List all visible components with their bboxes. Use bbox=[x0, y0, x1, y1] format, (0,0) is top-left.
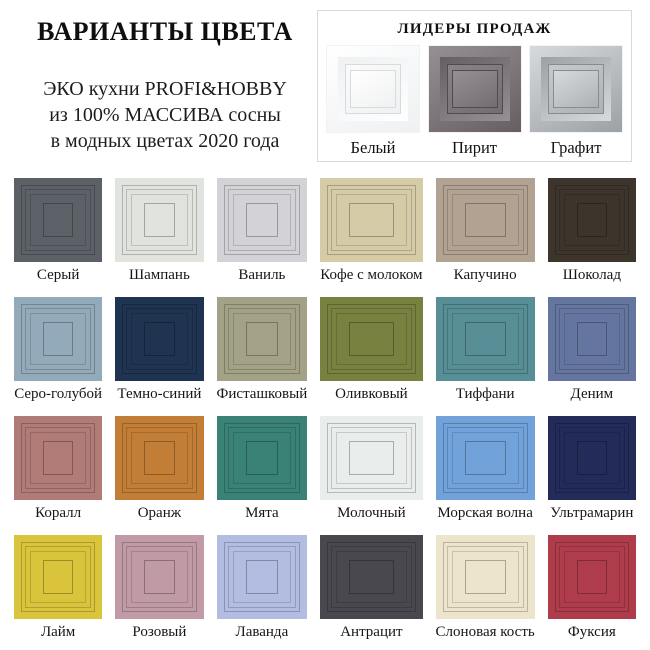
color-swatch bbox=[217, 416, 308, 500]
color-swatch bbox=[14, 535, 102, 619]
swatch-label: Темно-синий bbox=[117, 386, 202, 402]
color-swatch bbox=[217, 297, 308, 381]
swatch-cell-pistachio bbox=[217, 297, 308, 404]
bestseller-item-pyrite bbox=[429, 46, 521, 158]
swatch-cell-fuchsia bbox=[548, 535, 636, 642]
color-swatch bbox=[436, 416, 535, 500]
swatch-cell-ultramarine bbox=[548, 416, 636, 523]
swatch-cell-mint bbox=[217, 416, 308, 523]
swatch-center-panel bbox=[246, 560, 279, 594]
color-swatch bbox=[14, 416, 102, 500]
swatch-label: Слоновая кость bbox=[435, 624, 535, 640]
swatch-center-panel bbox=[349, 322, 393, 356]
swatch-center-panel bbox=[144, 441, 174, 475]
color-swatch bbox=[217, 535, 308, 619]
swatch-cell-dark-blue bbox=[115, 297, 203, 404]
swatch-label: Фисташковый bbox=[216, 386, 308, 402]
swatch-cell-champagne bbox=[115, 178, 203, 285]
swatch-label: Шоколад bbox=[562, 267, 621, 283]
subtitle-line: в модных цветах 2020 года bbox=[50, 130, 280, 152]
subtitle-line: ЭКО кухни PROFI&HOBBY bbox=[43, 78, 287, 100]
swatch-cell-ivory bbox=[436, 535, 535, 642]
swatch-cell-lavender bbox=[217, 535, 308, 642]
swatch-center-panel bbox=[465, 560, 506, 594]
door-swatch-white bbox=[327, 46, 419, 132]
swatch-cell-denim bbox=[548, 297, 636, 404]
color-swatch bbox=[14, 178, 102, 262]
swatch-center-panel bbox=[577, 203, 607, 237]
swatch-center-panel bbox=[349, 203, 393, 237]
swatch-label: Капучино bbox=[453, 267, 517, 283]
door-label: Пирит bbox=[451, 138, 498, 157]
swatch-label: Кофе с молоком bbox=[320, 267, 423, 283]
swatch-cell-sea-wave bbox=[436, 416, 535, 523]
swatch-label: Молочный bbox=[337, 505, 406, 521]
swatch-label: Антрацит bbox=[340, 624, 403, 640]
swatch-cell-lime bbox=[14, 535, 102, 642]
swatch-center-panel bbox=[577, 322, 607, 356]
swatch-center-panel bbox=[246, 441, 279, 475]
swatch-label: Мята bbox=[245, 505, 279, 521]
color-swatch bbox=[548, 416, 636, 500]
swatch-center-panel bbox=[144, 560, 174, 594]
swatch-label: Оранж bbox=[137, 505, 182, 521]
color-swatch bbox=[115, 535, 203, 619]
door-swatch-graphite bbox=[530, 46, 622, 132]
swatch-cell-chocolate bbox=[548, 178, 636, 285]
color-swatch bbox=[436, 178, 535, 262]
color-swatch bbox=[14, 297, 102, 381]
color-swatch bbox=[217, 178, 308, 262]
color-swatch bbox=[548, 297, 636, 381]
bestsellers-box bbox=[317, 10, 632, 162]
door-center-panel bbox=[453, 71, 497, 107]
color-swatch bbox=[115, 178, 203, 262]
swatch-label: Деним bbox=[570, 386, 614, 402]
swatch-center-panel bbox=[349, 441, 393, 475]
swatch-cell-anthracite bbox=[320, 535, 422, 642]
swatch-center-panel bbox=[349, 560, 393, 594]
color-swatch bbox=[548, 535, 636, 619]
color-swatch bbox=[548, 178, 636, 262]
swatch-center-panel bbox=[144, 203, 174, 237]
color-swatch bbox=[320, 416, 422, 500]
swatch-label: Фуксия bbox=[567, 624, 616, 640]
swatch-center-panel bbox=[43, 322, 73, 356]
color-swatch bbox=[320, 535, 422, 619]
color-swatch bbox=[320, 297, 422, 381]
swatch-label: Серо-голубой bbox=[14, 386, 103, 402]
swatch-cell-gray-blue bbox=[14, 297, 102, 404]
swatch-label: Шампань bbox=[128, 267, 190, 283]
color-swatch bbox=[115, 416, 203, 500]
bestsellers-title: ЛИДЕРЫ ПРОДАЖ bbox=[397, 21, 552, 37]
swatch-label: Тиффани bbox=[455, 386, 515, 402]
header bbox=[18, 16, 312, 154]
bestsellers-doors bbox=[318, 46, 631, 158]
swatch-label: Серый bbox=[36, 267, 80, 283]
swatch-center-panel bbox=[246, 203, 279, 237]
swatch-center-panel bbox=[465, 322, 506, 356]
swatch-cell-orange bbox=[115, 416, 203, 523]
swatch-label: Ультрамарин bbox=[550, 505, 634, 521]
swatch-cell-milky bbox=[320, 416, 422, 523]
page-title: ВАРИАНТЫ ЦВЕТА bbox=[37, 17, 293, 46]
swatch-label: Морская волна bbox=[437, 505, 533, 521]
swatch-center-panel bbox=[43, 560, 73, 594]
swatch-cell-pink bbox=[115, 535, 203, 642]
color-swatch bbox=[115, 297, 203, 381]
swatch-center-panel bbox=[43, 203, 73, 237]
swatch-center-panel bbox=[465, 441, 506, 475]
subtitle-line: из 100% МАССИВА сосны bbox=[49, 104, 281, 126]
swatch-cell-tiffany bbox=[436, 297, 535, 404]
palette-grid bbox=[14, 178, 636, 642]
bestseller-item-white bbox=[327, 46, 419, 158]
swatch-cell-cappuccino bbox=[436, 178, 535, 285]
swatch-cell-gray bbox=[14, 178, 102, 285]
swatch-label: Оливковый bbox=[335, 386, 408, 402]
swatch-label: Лайм bbox=[40, 624, 76, 640]
swatch-center-panel bbox=[246, 322, 279, 356]
swatch-label: Розовый bbox=[132, 624, 187, 640]
color-swatch bbox=[320, 178, 422, 262]
swatch-label: Лаванда bbox=[235, 624, 289, 640]
swatch-label: Ваниль bbox=[238, 267, 286, 283]
subtitle bbox=[18, 76, 312, 154]
swatch-center-panel bbox=[577, 560, 607, 594]
swatch-cell-vanilla bbox=[217, 178, 308, 285]
door-label: Белый bbox=[350, 138, 396, 157]
door-label: Графит bbox=[550, 138, 602, 157]
swatch-center-panel bbox=[577, 441, 607, 475]
door-swatch-pyrite bbox=[429, 46, 521, 132]
bestseller-item-graphite bbox=[530, 46, 622, 158]
swatch-label: Коралл bbox=[35, 505, 82, 521]
door-center-panel bbox=[351, 71, 395, 107]
swatch-center-panel bbox=[465, 203, 506, 237]
swatch-center-panel bbox=[144, 322, 174, 356]
door-center-panel bbox=[554, 71, 598, 107]
color-swatch bbox=[436, 535, 535, 619]
swatch-cell-olive bbox=[320, 297, 422, 404]
color-swatch bbox=[436, 297, 535, 381]
swatch-center-panel bbox=[43, 441, 73, 475]
swatch-cell-coffee-with-milk bbox=[320, 178, 422, 285]
swatch-cell-coral bbox=[14, 416, 102, 523]
